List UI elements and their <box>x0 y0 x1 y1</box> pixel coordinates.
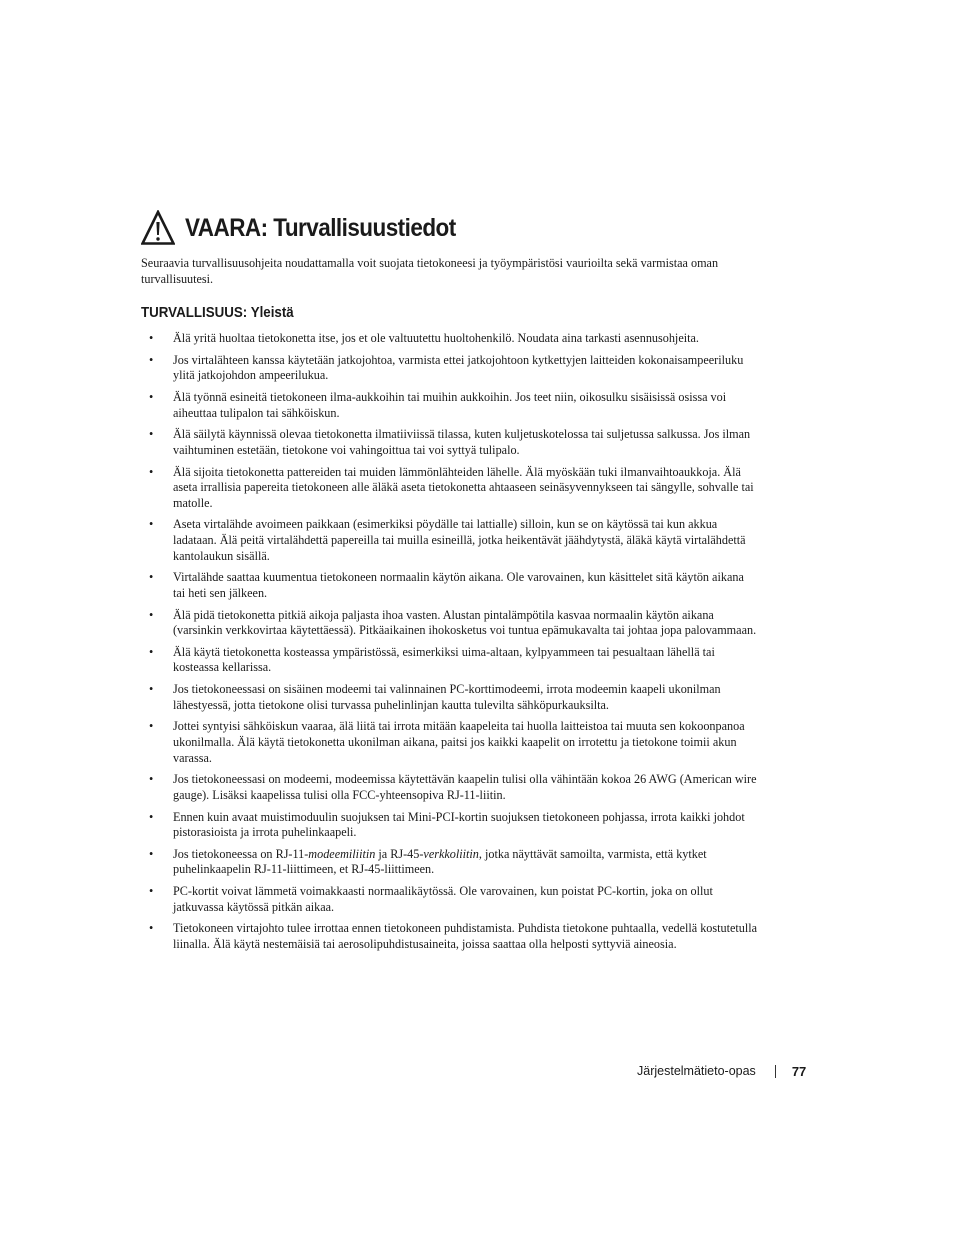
bullet-item <box>141 921 759 952</box>
bullet-text: Älä pidä tietokonetta pitkiä aikoja paljasta ihoa vasten. Alustan pintalämpötila kasvaa normaalin käytön aikana (varsinkin verkkovirtaa käytettäessä). Pitkäaikainen ihokosketus voi tuntua epämukavalta tai johtaa jopa palovammaan. <box>173 607 757 638</box>
bullet-marker: • <box>149 427 154 442</box>
bullet-item <box>141 719 759 766</box>
bullet-marker: • <box>149 607 154 622</box>
bullet-text: Jos tietokoneessasi on sisäinen modeemi tai valinnainen PC-korttimodeemi, irrota modeemin kaapeli ukonilman lähestyessä, jotta tietokone olisi turvassa puhelinlinjan kautta tulevilta sähköpurkauksilta. <box>173 682 721 712</box>
bullet-text: Jos virtalähteen kanssa käytetään jatkojohtoa, varmista ettei jatkojohtoon kytkettyjen laitteiden kokonaisampeeriluku ylitä jatkojohdon ampeerilukua. <box>173 352 744 383</box>
bullet-marker: • <box>149 719 154 734</box>
bullet-marker: • <box>149 884 154 899</box>
bullet-text: PC-kortit voivat lämmetä voimakkaasti normaalikäytössä. Ole varovainen, kun poistat PC-kortin, joka on ollut jatkuvassa käytössä pitkän aikaa. <box>173 884 713 914</box>
page-title: VAARA: Turvallisuustiedot <box>185 214 456 242</box>
bullet-marker: • <box>149 809 154 824</box>
bullet-item <box>141 884 759 915</box>
bullet-item <box>141 772 759 803</box>
bullet-item <box>141 353 759 384</box>
title-row <box>141 208 486 248</box>
bullet-item <box>141 465 759 512</box>
bullet-marker: • <box>149 389 154 404</box>
bullet-item <box>141 517 759 564</box>
bullet-marker: • <box>149 846 154 861</box>
bullet-text: Jottei syntyisi sähköiskun vaaraa, älä liitä tai irrota mitään kaapeleita tai huolla laitteistoa tai muuta sen kokoonpanoa ukonilmalla. Älä käytä tietokonetta ukonilman aikana, paitsi jos kaikki kaapelit on irrotettu ja tietokone toimii akun varassa. <box>173 719 745 765</box>
bullet-text: Älä sijoita tietokonetta pattereiden tai muiden lämmönlähteiden lähelle. Älä myöskään tuki ilmanvaihtoaukkoja. Älä aseta irrallisia papereita tietokoneen alle äläkä aseta tietokonetta ahtaaseen seinäsyvennykseen tai sängylle, sohvalle tai matolle. <box>173 464 754 510</box>
footer-label: Järjestelmätieto-opas <box>637 1064 756 1078</box>
bullet-item <box>141 608 759 639</box>
bullet-text: Virtalähde saattaa kuumentua tietokoneen normaalin käytön aikana. Ole varovainen, kun käsittelet sitä käytön aikana tai heti sen jälkeen. <box>173 570 744 600</box>
page-number: 77 <box>791 1063 807 1079</box>
bullet-text: Jos tietokoneessa on RJ-11- <box>173 846 309 861</box>
bullet-item <box>141 645 759 676</box>
bullet-marker: • <box>149 464 154 479</box>
bullet-text: ja RJ-45- <box>375 846 424 861</box>
bullet-text: Aseta virtalähde avoimeen paikkaan (esimerkiksi pöydälle tai lattialle) silloin, kun se on käytössä tai kun akkua ladataan. Älä peitä virtalähdettä papereilla tai muilla esineillä, jotka heikentävät jäähdytystä, äläkä käytä virtalähdettä kantolaukun sisällä. <box>173 517 746 563</box>
bullet-emphasis: verkkoliitin <box>423 846 479 861</box>
bullet-item <box>141 331 759 347</box>
warning-triangle-icon <box>141 210 175 246</box>
bullet-text: Älä yritä huoltaa tietokonetta itse, jos et ole valtuutettu huoltohenkilö. Noudata aina tarkasti asennusohjeita. <box>173 331 699 345</box>
bullet-text: Älä käytä tietokonetta kosteassa ympäristössä, esimerkiksi uima-altaan, kylpyammeen tai pesualtaan lähellä tai kosteassa kellarissa. <box>173 644 715 675</box>
intro-paragraph: Seuraavia turvallisuusohjeita noudattamalla voit suojata tietokoneesi ja työympäristösi vaurioilta sekä varmistaa oman turvallisuutesi. <box>141 256 719 286</box>
bullet-marker: • <box>149 644 154 659</box>
page-footer <box>637 1062 806 1080</box>
bullet-item <box>141 390 759 421</box>
bullet-text: Älä säilytä käynnissä olevaa tietokonetta ilmatiiviissä tilassa, kuten kuljetuskotelossa tai suljetussa salkussa. Jos ilman vaihtuminen estetään, tietokone voi vahingoittua tai voi syttyä tulipalo. <box>173 427 751 457</box>
bullet-text: Tietokoneen virtajohto tulee irrottaa ennen tietokoneen puhdistamista. Puhdista tietokone puhtaalla, vedellä kostutetulla liinalla. Älä käytä nestemäisiä tai aerosolipuhdistusaineita, joissa saattaa olla helposti syttyviä aineosia. <box>173 921 758 951</box>
bullet-item <box>141 570 759 601</box>
footer-separator <box>775 1065 776 1078</box>
bullet-text: Ennen kuin avaat muistimoduulin suojuksen tai Mini-PCI-kortin suojuksen tietokoneen pohjassa, irrota kaikki johdot pistorasioista ja irrota puhelinkaapeli. <box>173 809 745 840</box>
bullet-marker: • <box>149 921 154 936</box>
section-heading: TURVALLISUUS: Yleistä <box>141 305 294 321</box>
bullet-marker: • <box>149 517 154 532</box>
bullet-marker: • <box>149 682 154 697</box>
bullet-item <box>141 847 759 878</box>
bullet-marker: • <box>149 331 154 345</box>
bullet-marker: • <box>149 352 154 367</box>
bullet-text: , jotka näyttävät samoilta, varmista, että kytket puhelinkaapelin RJ-11-liittimeen, et RJ-45-liittimeen. <box>173 846 707 877</box>
bullet-text: Älä työnnä esineitä tietokoneen ilma-aukkoihin tai muihin aukkoihin. Jos teet niin, oikosulku sisäisissä osissa voi aiheuttaa tulipalon tai sähköiskun. <box>173 389 727 420</box>
bullet-marker: • <box>149 570 154 585</box>
safety-bullet-list <box>141 331 759 959</box>
bullet-marker: • <box>149 772 154 787</box>
bullet-emphasis: modeemiliitin <box>308 846 376 861</box>
bullet-item <box>141 427 759 458</box>
bullet-item <box>141 682 759 713</box>
bullet-item <box>141 810 759 841</box>
bullet-text: Jos tietokoneessasi on modeemi, modeemissa käytettävän kaapelin tulisi olla vähintään kokoa 26 AWG (American wire gauge). Lisäksi kaapelissa tulisi olla FCC-yhteensopiva RJ-11-liitin. <box>173 772 757 802</box>
